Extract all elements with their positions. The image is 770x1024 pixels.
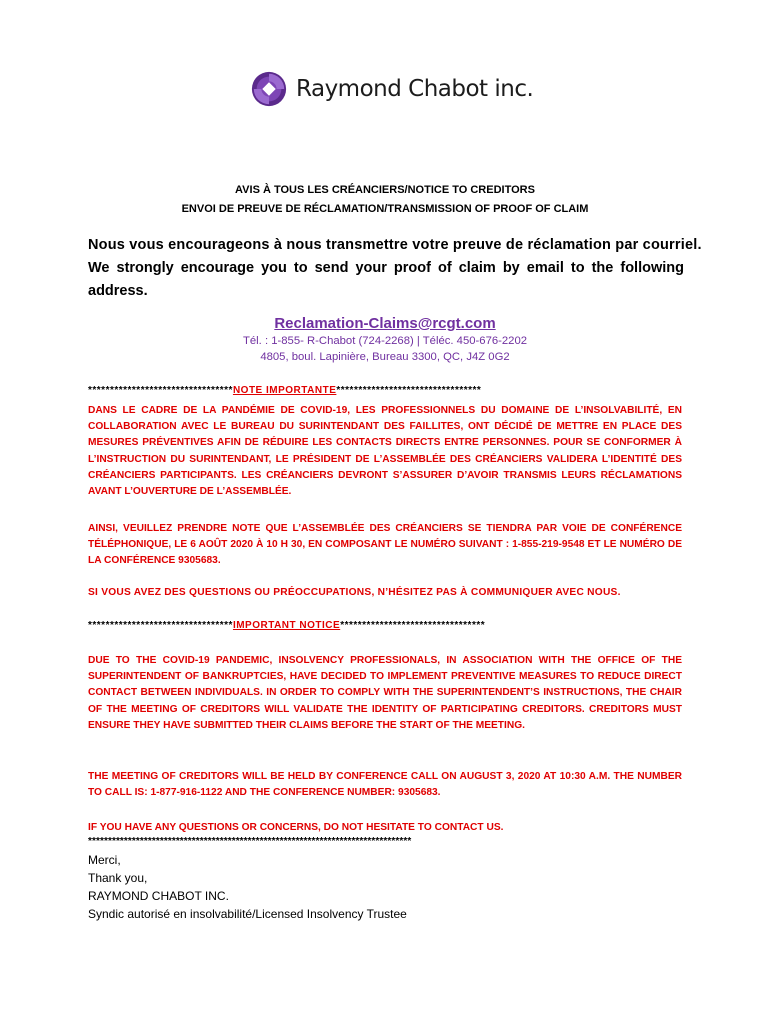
stars-divider: ********************************* [340, 620, 486, 631]
claims-email-link[interactable]: Reclamation-Claims@rcgt.com [274, 315, 496, 332]
company-logo [250, 70, 533, 108]
closing-trustee-title: Syndic autorisé en insolvabilité/Licensed Insolvency Trustee [88, 907, 407, 921]
stars-divider: ********************************* [88, 385, 233, 396]
raymond-chabot-logo-icon [250, 70, 288, 108]
closing-thank-you: Thank you, [88, 871, 148, 885]
stars-divider: ********************************* [336, 385, 482, 396]
french-notice-header [88, 385, 481, 396]
closing-company: RAYMOND CHABOT INC. [88, 889, 229, 903]
english-notice-paragraph-1: DUE TO THE COVID-19 PANDEMIC, INSOLVENCY PROFESSIONALS, IN ASSOCIATION WITH THE OFFICE OF THE SUPERINTENDENT OF BANKRUPTCIES, HAVE DECIDED TO IMPLEMENT PREVENTIVE MEASURES TO REDUCE DIRECT CONTACT BETWEEN INDIVIDUALS. IN ORDER TO COMPLY WITH THE SUPERINTENDENT’S INSTRUCTIONS, THE CHAIR OF THE MEETING OF CREDITORS WILL VALIDATE THE IDENTITY OF PARTICIPATING CREDITORS. CREDITORS MUST ENSURE THEY HAVE SUBMITTED THEIR CLAIMS BEFORE THE START OF THE MEETING. [88, 655, 682, 731]
intro-english: We strongly encourage you to send your proof of claim by email to the following address. [88, 260, 684, 299]
closing-merci: Merci, [88, 853, 121, 867]
english-notice-label: IMPORTANT NOTICE [232, 620, 341, 631]
bottom-stars-divider: ********************************************************************************* [88, 836, 412, 847]
closing-signature [88, 851, 407, 923]
stars-divider: ********************************* [88, 620, 233, 631]
contact-phone: Tél. : 1-855- R-Chabot (724-2268) | Téléc. 450-676-2202 [242, 335, 528, 347]
logo-text: Raymond Chabot inc. [296, 76, 534, 102]
french-notice-paragraph-2: AINSI, VEUILLEZ PRENDRE NOTE QUE L’ASSEMBLÉE DES CRÉANCIERS SE TIENDRA PAR VOIE DE CONFÉRENCE TÉLÉPHONIQUE, LE 6 AOÛT 2020 À 10 H 30, EN COMPOSANT LE NUMÉRO SUIVANT : 1-855-219-9548 ET LE NUMÉRO DE LA CONFÉRENCE 9305683. [88, 523, 682, 567]
english-notice-header [88, 620, 485, 631]
french-notice-paragraph-1: DANS LE CADRE DE LA PANDÉMIE DE COVID-19, LES PROFESSIONNELS DU DOMAINE DE L’INSOLVABILITÉ, EN COLLABORATION AVEC LE BUREAU DU SURINTENDANT DES FAILLITES, ONT DÉCIDÉ DE METTRE EN PLACE DES MESURES PRÉVENTIVES AFIN DE RÉDUIRE LES CONTACTS DIRECTS ENTRE PERSONNES. POUR SE CONFORMER À L’INSTRUCTION DU SURINTENDANT, LE PRÉSIDENT DE L’ASSEMBLÉE DES CRÉANCIERS VALIDERA L’IDENTITÉ DES CRÉANCIERS PARTICIPANTS. LES CRÉANCIERS DEVRONT S’ASSURER D’AVOIR TRANSMIS LEURS RÉCLAMATIONS AVANT L’OUVERTURE DE L’ASSEMBLÉE. [88, 405, 682, 498]
intro-text [88, 234, 702, 303]
contact-address: 4805, boul. Lapinière, Bureau 3300, QC, J4Z 0G2 [260, 351, 510, 363]
french-notice-label: NOTE IMPORTANTE [232, 385, 337, 396]
english-notice-paragraph-2: THE MEETING OF CREDITORS WILL BE HELD BY CONFERENCE CALL ON AUGUST 3, 2020 AT 10:30 A.M. THE NUMBER TO CALL IS: 1-877-916-1122 AND THE CONFERENCE NUMBER: 9305683. [88, 771, 682, 799]
intro-french: Nous vous encourageons à nous transmettre votre preuve de réclamation par courriel. [88, 237, 702, 253]
notice-heading-line-2: ENVOI DE PREUVE DE RÉCLAMATION/TRANSMISSION OF PROOF OF CLAIM [181, 203, 589, 215]
french-notice-paragraph-3: SI VOUS AVEZ DES QUESTIONS OU PRÉOCCUPATIONS, N’HÉSITEZ PAS À COMMUNIQUER AVEC NOUS. [88, 587, 621, 598]
notice-heading-line-1: AVIS À TOUS LES CRÉANCIERS/NOTICE TO CREDITORS [235, 184, 535, 196]
english-notice-paragraph-3: IF YOU HAVE ANY QUESTIONS OR CONCERNS, DO NOT HESITATE TO CONTACT US. [88, 822, 504, 833]
